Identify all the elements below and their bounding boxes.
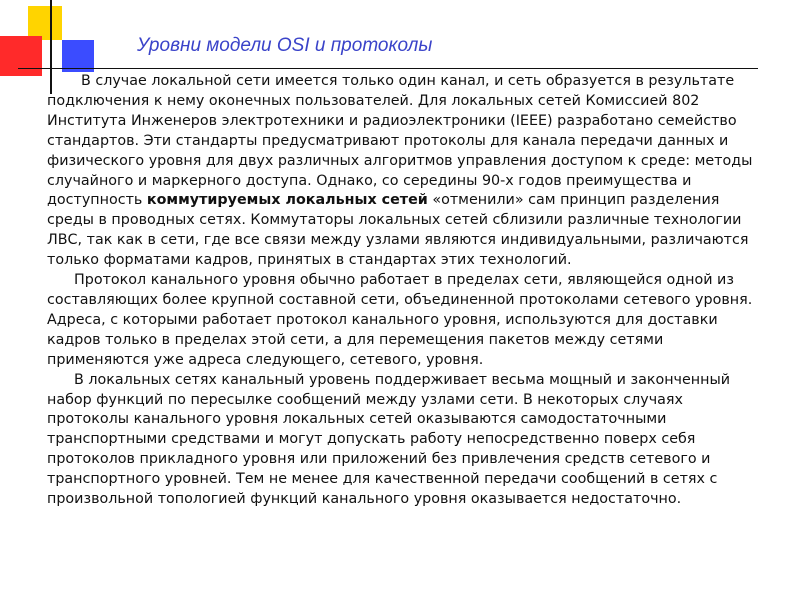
paragraph-1-part-a: В случае локальной сети имеется только один канал, и сеть образуется в результате подключения к нему оконечных пользователей. Для локальных сетей Комиссией 802 Института Инженеров электротехники и радиоэлектроники (IEEE) разработано семейство стандартов. Эти стандарты предусматривают протоколы для канала передачи данных и физического уровня для двух различных алгоритмов управления доступом к среде: методы случайного и маркерного доступа. Однако, со середины 90-х годов преимущества и доступность xyxy=(47,73,753,209)
decor-yellow-square xyxy=(28,6,62,40)
paragraph-1-part-b: «отменили» сам принцип разделения среды в проводных сетях. Коммутаторы локальных сетей сблизили различные технологии ЛВС, так как в сети, где все связи между узлами являются индивидуальными, различаются только форматами кадров, принятых в стандартах этих технологий. xyxy=(47,192,749,269)
slide-title: Уровни модели OSI и протоколы xyxy=(137,35,433,56)
slide-body xyxy=(47,72,769,510)
decor-red-square xyxy=(0,36,42,76)
paragraph-3: В локальных сетях канальный уровень поддерживает весьма мощный и законченный набор функций по пересылке сообщений между узлами сети. В некоторых случаях протоколы канального уровня локальных сетей оказываются самодостаточными транспортными средствами и могут допускать работу непосредственно поверх себя протоколов прикладного уровня или приложений без привлечения средств сетевого и транспортного уровней. Тем не менее для качественной передачи сообщений в сетях с произвольной топологией функций канального уровня оказывается недостаточно. xyxy=(47,371,731,508)
paragraph-1-emphasis: коммутируемых локальных сетей xyxy=(146,192,428,209)
paragraph-1 xyxy=(47,72,769,271)
decor-horizontal-rule xyxy=(18,68,758,69)
paragraph-2: Протокол канального уровня обычно работает в пределах сети, являющейся одной из составляющих более крупной составной сети, объединенной протоколами сетевого уровня. Адреса, с которыми работает протокол канального уровня, используются для доставки кадров только в пределах этой сети, а для перемещения пакетов между сетями применяются уже адреса следующего, сетевого, уровня. xyxy=(47,272,753,368)
